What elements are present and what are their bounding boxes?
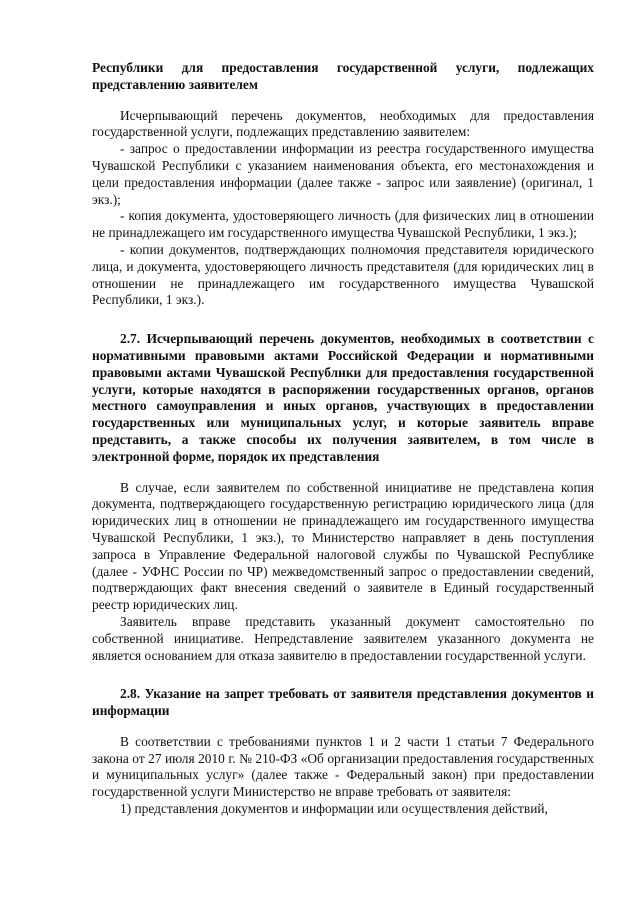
list-item-identity-document: - копия документа, удостоверяющего личность (для физических лиц в отношении не принадлежащего им государственного имущества Чувашской Республики, 1 экз.); xyxy=(92,208,594,241)
list-item-prohibition-1: 1) представления документов и информации или осуществления действий, xyxy=(120,801,548,817)
section-heading-continued: Республики для предоставления государственной услуги, подлежащих представлению заявителем xyxy=(92,60,594,92)
list-item-request: - запрос о предоставлении информации из реестра государственного имущества Чувашской Республики с указанием наименования объекта, его местонахождения и цели предоставления информации (далее также - запрос или заявление) (оригинал, 1 экз.); xyxy=(92,141,594,207)
paragraph-federal-law: В соответствии с требованиями пунктов 1 и 2 части 1 статьи 7 Федерального закона от 27 июля 2010 г. № 210-ФЗ «Об организации предоставления государственных и муниципальных услуг» (далее также - Федеральный закон) при предоставлении государственной услуги Министерство не вправе требовать от заявителя: xyxy=(92,733,594,800)
paragraph-applicant-right: Заявитель вправе представить указанный документ самостоятельно по собственной инициативе. Непредставление заявителем указанного документа не является основанием для отказа заявителю в предоставлении государственной услуги. xyxy=(92,613,594,663)
paragraph-interagency-request: В случае, если заявителем по собственной инициативе не представлена копия документа, подтверждающего государственную регистрацию юридического лица (для юридических лиц в отношении не принадлежащего им государственного имущества Чувашской Республики, 1 экз.), то Министерство направляет в день поступления запроса в Управление Федеральной налоговой службы по Чувашской Республике (далее - УФНС России по ЧР) межведомственный запрос о предоставлении сведений, подтверждающих факт внесения сведений о заявителе в Единый государственный реестр юридических лиц. xyxy=(92,479,594,613)
section-heading-2-7: 2.7. Исчерпывающий перечень документов, необходимых в соответствии с нормативными правовыми актами Российской Федерации и нормативными правовыми актами Чувашской Республики для предоставления государственной услуги, которые находятся в распоряжении государственных органов, органов местного самоуправления и иных органов, участвующих в предоставлении государственных или муниципальных услуг, и которые заявитель вправе представить, а также способы их получения заявителем, в том числе в электронной форме, порядок их представления xyxy=(92,331,594,464)
section-heading-2-8: 2.8. Указание на запрет требовать от заявителя представления документов и информации xyxy=(92,686,594,719)
paragraph-documents-list-intro: Исчерпывающий перечень документов, необходимых для предоставления государственной услуги, подлежащих представлению заявителем: xyxy=(92,107,594,140)
document-body xyxy=(92,60,594,818)
list-item-representative-documents: - копии документов, подтверждающих полномочия представителя юридического лица, и документа, удостоверяющего личность представителя (для юридических лиц в отношении не принадлежащего им государственного имущества Чувашской Республики, 1 экз.). xyxy=(92,241,594,308)
